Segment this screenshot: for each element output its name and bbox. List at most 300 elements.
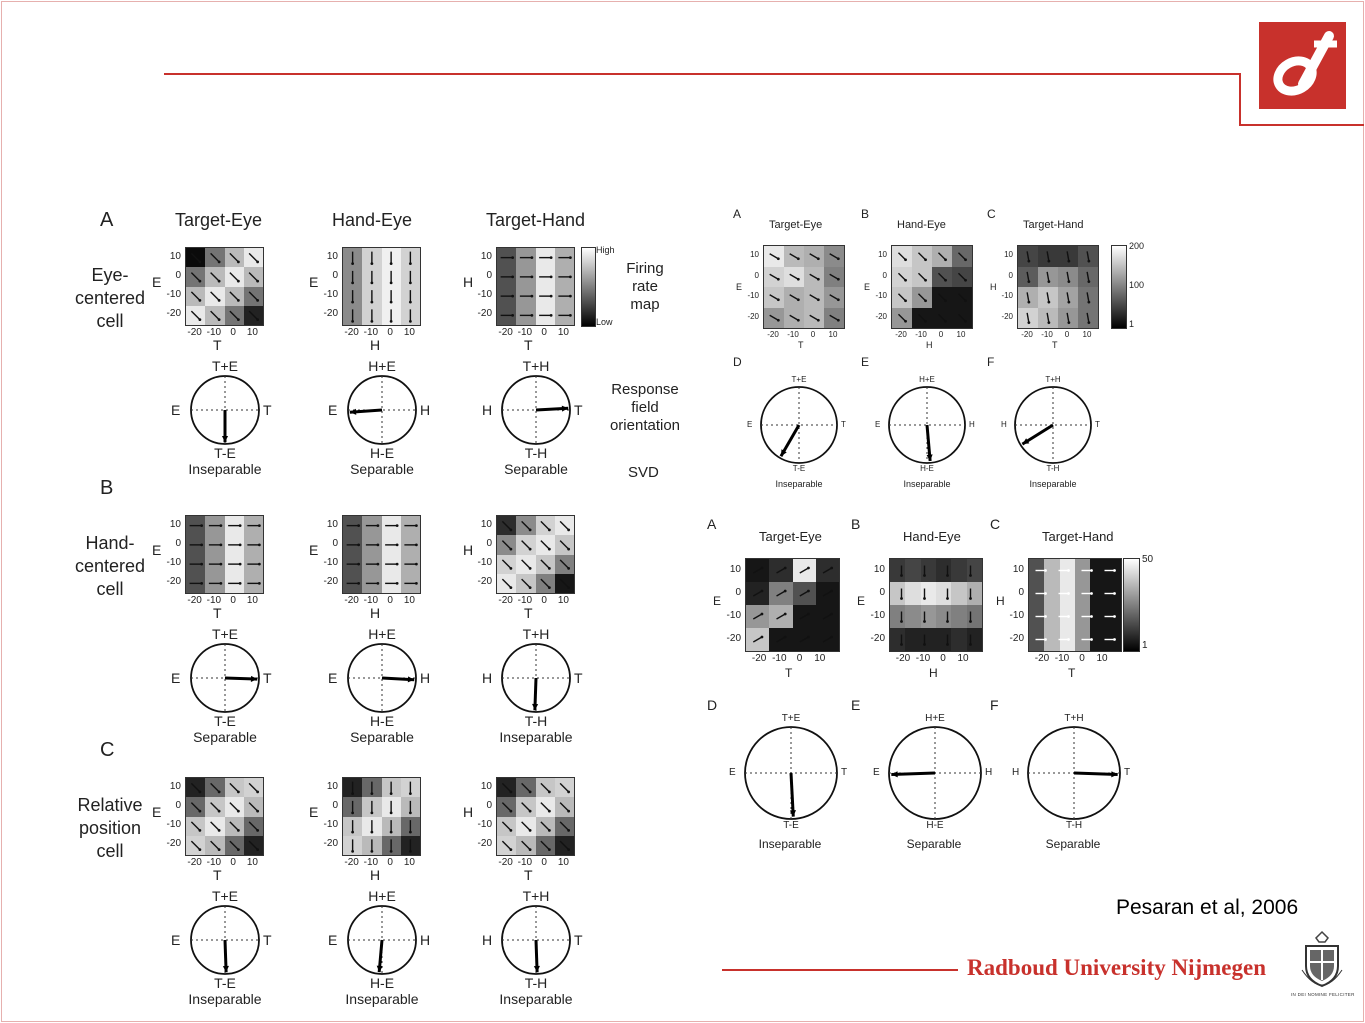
rf-arrow <box>541 541 549 549</box>
y-tick-label: 10 <box>480 780 492 792</box>
circle-left-label: E <box>171 669 181 686</box>
separability-label: Inseparable <box>499 991 573 1007</box>
rf-arrow <box>1047 313 1049 323</box>
x-tick-label: 10 <box>957 653 969 664</box>
x-tick-label: 0 <box>387 857 393 868</box>
firing-rate-map <box>185 777 264 856</box>
rf-arrow-head <box>550 256 553 259</box>
rf-arrow <box>541 521 549 529</box>
rf-arrow-head <box>256 829 259 832</box>
rf-arrow-head <box>548 528 551 531</box>
rf-arrow-head <box>923 643 926 646</box>
x-tick-label: -10 <box>363 595 379 606</box>
rf-arrow-head <box>409 301 412 304</box>
rf-orientation-circle <box>189 374 261 446</box>
map-arrows <box>497 778 574 855</box>
rf-arrow <box>753 637 762 642</box>
y-tick-label: 10 <box>169 250 181 262</box>
rf-arrow-head <box>351 301 354 304</box>
rf-arrow <box>211 803 219 811</box>
rf-arrow-head <box>1067 321 1070 324</box>
rf-arrow-head <box>807 613 810 616</box>
rf-arrow-head <box>761 567 764 570</box>
rf-arrow-head <box>415 543 418 546</box>
rf-arrow-head <box>237 810 240 813</box>
rf-arrow-head <box>409 320 412 323</box>
rf-arrow <box>230 253 238 261</box>
colorbar-high-label: High <box>596 245 615 255</box>
rf-arrow-head <box>797 298 800 301</box>
rf-arrow <box>1087 313 1089 323</box>
separability-label: Inseparable <box>345 991 419 1007</box>
circle-top-label: T+E <box>211 358 239 374</box>
rf-arrow-head <box>415 524 418 527</box>
panel-letter: A <box>100 209 114 231</box>
rf-arrow-head <box>219 563 222 566</box>
rf-arrow-head <box>351 831 354 834</box>
rf-arrow-head <box>924 258 927 261</box>
firing-rate-colorbar <box>1111 245 1127 329</box>
circle-bottom-label: T-E <box>214 713 236 729</box>
rf-arrow-head <box>1113 638 1116 641</box>
y-tick-label: -10 <box>323 557 338 569</box>
rf-arrow-head <box>784 590 787 593</box>
rf-arrow-head <box>390 262 393 265</box>
rf-arrow <box>770 274 779 279</box>
rf-arrow-head <box>1090 569 1093 572</box>
rf-arrow-head <box>239 543 242 546</box>
x-tick-label: 0 <box>1064 330 1070 339</box>
rf-arrow-head <box>567 829 570 832</box>
rf-arrow-head <box>567 548 570 551</box>
rf-arrow <box>230 822 238 830</box>
rf-arrow <box>830 315 839 320</box>
x-tick-label: 0 <box>541 857 547 868</box>
rf-arrow <box>249 253 257 261</box>
rf-arrow-head <box>830 567 833 570</box>
rf-arrow-head <box>550 275 553 278</box>
rf-arrow <box>230 783 238 791</box>
rf-arrow-head <box>219 524 222 527</box>
orientation-arrow-head <box>223 966 229 972</box>
rf-arrow-head <box>237 260 240 263</box>
map-arrows <box>746 559 839 651</box>
x-tick-label: -20 <box>895 653 911 664</box>
rf-arrow <box>191 822 199 830</box>
circle-right-label: T <box>1124 767 1131 778</box>
y-tick-label: -20 <box>477 308 492 320</box>
rf-arrow-head <box>904 320 907 323</box>
rf-arrow <box>230 803 238 811</box>
rf-orientation-circle <box>1026 725 1122 821</box>
circle-right-label: H <box>969 420 975 430</box>
rf-arrow-head <box>509 810 512 813</box>
rf-arrow-head <box>924 320 927 323</box>
rf-arrow-head <box>777 278 780 281</box>
rf-orientation-circle <box>500 642 572 714</box>
rf-arrow <box>918 253 925 260</box>
rf-arrow-head <box>837 278 840 281</box>
circle-bottom-label: T-H <box>1065 820 1083 831</box>
rf-arrow-head <box>761 636 764 639</box>
firing-rate-map <box>1017 245 1099 329</box>
rf-arrow <box>249 783 257 791</box>
y-tick-label: 10 <box>326 250 338 262</box>
rf-arrow <box>211 822 219 830</box>
orientation-arrow <box>791 773 793 817</box>
rf-arrow <box>211 273 219 281</box>
rf-arrow <box>191 311 199 319</box>
x-tick-label: -10 <box>206 857 222 868</box>
rf-arrow <box>522 841 530 849</box>
x-tick-label: -20 <box>498 595 513 606</box>
rf-arrow <box>560 841 568 849</box>
rf-arrow <box>1087 292 1089 302</box>
rf-arrow-head <box>200 563 203 566</box>
rf-arrow-head <box>1113 569 1116 572</box>
rf-arrow <box>249 292 257 300</box>
rf-arrow-head <box>944 320 947 323</box>
rf-arrow-head <box>569 256 572 259</box>
rf-arrow-head <box>784 567 787 570</box>
y-tick-label: -20 <box>875 311 887 321</box>
rf-orientation-label: field <box>631 399 659 416</box>
rf-arrow <box>753 591 762 596</box>
radboud-d-logo-icon <box>1259 22 1346 109</box>
rf-arrow-head <box>1027 280 1030 283</box>
rf-arrow <box>800 614 809 619</box>
y-axis-label: E <box>309 274 319 290</box>
rf-arrow <box>777 591 786 596</box>
cell-type-label: Hand- <box>85 533 135 553</box>
x-tick-label: -20 <box>767 330 779 339</box>
circle-top-label: H+E <box>919 375 935 384</box>
rf-arrow-head <box>218 299 221 302</box>
rf-arrow-head <box>569 314 572 317</box>
rf-arrow-head <box>351 281 354 284</box>
panel-letter: A <box>733 207 742 221</box>
circle-bottom-label: H-E <box>369 713 395 729</box>
y-tick-label: -20 <box>477 838 492 850</box>
rf-arrow-head <box>807 636 810 639</box>
rf-arrow <box>502 521 510 529</box>
x-tick-label: 10 <box>557 595 569 606</box>
firing-rate-colorbar <box>581 247 596 327</box>
y-tick-label: -20 <box>166 838 181 850</box>
rf-arrow-head <box>198 299 201 302</box>
y-tick-label: 0 <box>486 269 492 281</box>
rf-arrow-head <box>1044 615 1047 618</box>
circle-bottom-label: H-E <box>920 464 934 473</box>
circle-right-label: H <box>420 401 431 418</box>
y-tick-label: 0 <box>175 799 181 811</box>
circle-right-label: T <box>263 669 272 686</box>
firing-rate-colorbar <box>1123 558 1140 652</box>
x-tick-label: 0 <box>387 327 393 338</box>
panel-letter: C <box>100 739 115 761</box>
rf-arrow-head <box>256 318 259 321</box>
circle-bottom-label: T-H <box>524 445 548 461</box>
rf-arrow-head <box>1113 615 1116 618</box>
y-tick-label: -20 <box>166 576 181 588</box>
rf-arrow-head <box>258 543 261 546</box>
rf-arrow-head <box>370 792 373 795</box>
circle-right-label: T <box>841 767 848 778</box>
circle-top-label: H+E <box>368 888 396 904</box>
map-arrows <box>892 246 972 328</box>
rf-arrow-head <box>530 256 533 259</box>
x-tick-label: 0 <box>938 330 944 339</box>
map-arrows <box>497 248 574 325</box>
x-tick-label: -10 <box>915 330 927 339</box>
rf-arrow-head <box>218 318 221 321</box>
rf-arrow-head <box>258 563 261 566</box>
rf-arrow-head <box>219 582 222 585</box>
radboud-seal-icon <box>1296 926 1348 998</box>
rf-arrow <box>753 568 762 573</box>
rf-orientation-label: orientation <box>609 417 681 434</box>
rf-arrow-head <box>830 613 833 616</box>
x-tick-label: -20 <box>344 595 359 606</box>
y-tick-label: -20 <box>747 311 759 321</box>
y-tick-label: 0 <box>882 270 887 280</box>
rf-arrow-head <box>900 574 903 577</box>
circle-bottom-label: T-H <box>1046 464 1060 473</box>
y-tick-label: 10 <box>729 563 741 575</box>
rf-arrow-head <box>1027 301 1030 304</box>
map-arrows <box>343 516 420 593</box>
x-axis-label: H <box>929 666 938 680</box>
rf-arrow-head <box>761 590 764 593</box>
x-tick-label: -20 <box>187 327 202 338</box>
rf-arrow-head <box>218 810 221 813</box>
rf-arrow <box>541 841 549 849</box>
rf-arrow-head <box>511 256 514 259</box>
rf-arrow-head <box>946 597 949 600</box>
rf-arrow-head <box>351 262 354 265</box>
rf-arrow-head <box>548 848 551 851</box>
rf-arrow <box>753 614 762 619</box>
y-tick-label: -20 <box>323 838 338 850</box>
rf-arrow-head <box>529 548 532 551</box>
separability-label: Inseparable <box>188 991 262 1007</box>
rf-arrow <box>823 568 832 573</box>
rf-arrow-head <box>924 299 927 302</box>
rf-arrow-head <box>511 275 514 278</box>
circle-left-label: E <box>747 420 753 430</box>
rf-arrow-head <box>390 831 393 834</box>
rf-orientation-circle <box>743 725 839 821</box>
rf-arrow-head <box>817 257 820 260</box>
rf-arrow-head <box>946 620 949 623</box>
rf-arrow <box>810 274 819 279</box>
panel-letter: F <box>990 697 999 713</box>
rf-arrow <box>191 803 199 811</box>
y-tick-label: -10 <box>323 819 338 831</box>
rf-arrow <box>502 560 510 568</box>
orientation-arrow-head <box>408 676 414 682</box>
rf-arrow-head <box>357 563 360 566</box>
right-top-figure <box>725 205 1165 500</box>
y-tick-label: -10 <box>870 609 885 621</box>
rf-arrow-head <box>1027 260 1030 263</box>
rf-arrow-head <box>830 590 833 593</box>
rf-arrow <box>958 314 965 321</box>
x-tick-label: -10 <box>206 595 222 606</box>
rf-arrow-head <box>218 790 221 793</box>
y-tick-label: 0 <box>1018 586 1024 598</box>
rf-arrow-head <box>409 281 412 284</box>
rf-arrow <box>1067 313 1069 323</box>
rf-arrow-head <box>944 258 947 261</box>
circle-right-label: T <box>574 931 583 948</box>
circle-left-label: H <box>1001 420 1007 430</box>
rf-arrow <box>777 637 786 642</box>
circle-right-label: T <box>574 401 583 418</box>
rf-orientation-circle <box>346 642 418 714</box>
rf-arrow <box>1087 272 1089 282</box>
colorbar-low-label: Low <box>596 317 613 327</box>
rf-arrow <box>1027 251 1029 261</box>
x-tick-label: -20 <box>187 857 202 868</box>
rf-arrow-head <box>1067 638 1070 641</box>
footer-rule <box>722 969 958 971</box>
rf-arrow-head <box>807 567 810 570</box>
rf-arrow <box>522 803 530 811</box>
circle-left-label: E <box>328 669 338 686</box>
rf-arrow <box>191 841 199 849</box>
firing-rate-map <box>342 515 421 594</box>
rf-arrow-head <box>256 260 259 263</box>
rf-arrow-head <box>370 262 373 265</box>
rf-arrow <box>1027 313 1029 323</box>
circle-right-label: T <box>841 420 846 430</box>
right-bottom-figure <box>700 510 1170 860</box>
rf-arrow-head <box>1047 301 1050 304</box>
y-tick-label: 10 <box>480 518 492 530</box>
orientation-arrow-head <box>251 676 257 682</box>
rf-arrow <box>1067 272 1069 282</box>
orientation-arrow-head <box>1111 771 1117 777</box>
rf-arrow <box>502 841 510 849</box>
y-tick-label: 0 <box>486 799 492 811</box>
rf-arrow <box>249 273 257 281</box>
circle-left-label: E <box>328 401 338 418</box>
separability-label: Inseparable <box>188 461 262 477</box>
rf-arrow-head <box>1044 592 1047 595</box>
cell-type-label: cell <box>96 579 124 599</box>
orientation-arrow-head <box>891 771 897 777</box>
y-tick-label: 10 <box>326 518 338 530</box>
circle-top-label: T+E <box>791 375 807 384</box>
rf-arrow-head <box>797 257 800 260</box>
rf-arrow-head <box>1044 569 1047 572</box>
rf-arrow-head <box>904 258 907 261</box>
rf-arrow-head <box>200 543 203 546</box>
rf-arrow-head <box>357 582 360 585</box>
separability-label: Inseparable <box>1029 479 1077 489</box>
map-arrows <box>764 246 844 328</box>
y-tick-label: 0 <box>879 586 885 598</box>
colorbar-tick: 200 <box>1129 241 1145 251</box>
rf-arrow-head <box>817 278 820 281</box>
rf-arrow-head <box>219 543 222 546</box>
rf-arrow-head <box>777 319 780 322</box>
rf-arrow-head <box>415 563 418 566</box>
rf-arrow-head <box>964 299 967 302</box>
x-tick-label: -20 <box>895 330 907 339</box>
rf-arrow-head <box>569 275 572 278</box>
rf-arrow-head <box>969 574 972 577</box>
rf-arrow <box>800 637 809 642</box>
rf-arrow <box>560 579 568 587</box>
column-title: Hand-Eye <box>332 210 413 230</box>
separability-label: Separable <box>504 461 568 477</box>
x-tick-label: 10 <box>557 857 569 868</box>
rf-arrow-head <box>218 260 221 263</box>
x-tick-label: 0 <box>541 327 547 338</box>
circle-top-label: T+H <box>522 888 550 904</box>
panel-letter: E <box>851 697 861 713</box>
rf-arrow-head <box>396 524 399 527</box>
rf-arrow-head <box>200 524 203 527</box>
x-tick-label: -10 <box>517 595 533 606</box>
separability-label: Inseparable <box>903 479 951 489</box>
rf-arrow <box>1027 292 1029 302</box>
rf-arrow <box>560 822 568 830</box>
x-axis-label: H <box>370 605 381 621</box>
rf-arrow-head <box>1044 638 1047 641</box>
rf-arrow <box>560 560 568 568</box>
rf-arrow-head <box>200 582 203 585</box>
rf-arrow-head <box>567 567 570 570</box>
rf-arrow-head <box>969 620 972 623</box>
y-tick-label: 0 <box>332 537 338 549</box>
rf-arrow <box>522 579 530 587</box>
rf-arrow-head <box>409 792 412 795</box>
rf-arrow <box>938 273 945 280</box>
rf-arrow-head <box>376 543 379 546</box>
rf-arrow-head <box>370 301 373 304</box>
firing-rate-map <box>496 777 575 856</box>
colorbar-title: rate <box>632 278 658 295</box>
y-tick-label: -10 <box>323 289 338 301</box>
panel-letter: A <box>707 516 717 532</box>
rf-arrow-head <box>530 295 533 298</box>
map-arrows <box>497 516 574 593</box>
rf-arrow <box>249 841 257 849</box>
rf-arrow-head <box>964 320 967 323</box>
rf-arrow <box>770 315 779 320</box>
circle-right-label: H <box>985 767 993 778</box>
y-tick-label: -10 <box>477 819 492 831</box>
rf-arrow-head <box>1047 280 1050 283</box>
rf-arrow <box>1047 272 1049 282</box>
rf-arrow-head <box>239 582 242 585</box>
rf-arrow <box>918 314 925 321</box>
y-axis-label: E <box>857 594 866 608</box>
rf-arrow <box>211 253 219 261</box>
x-tick-label: 10 <box>1082 330 1092 339</box>
rf-arrow-head <box>509 829 512 832</box>
x-tick-label: 10 <box>246 327 258 338</box>
orientation-arrow <box>1074 773 1118 775</box>
rf-arrow-head <box>529 829 532 832</box>
y-tick-label: -10 <box>747 291 759 301</box>
rf-arrow-head <box>969 597 972 600</box>
x-tick-label: -10 <box>363 857 379 868</box>
rf-arrow <box>830 274 839 279</box>
